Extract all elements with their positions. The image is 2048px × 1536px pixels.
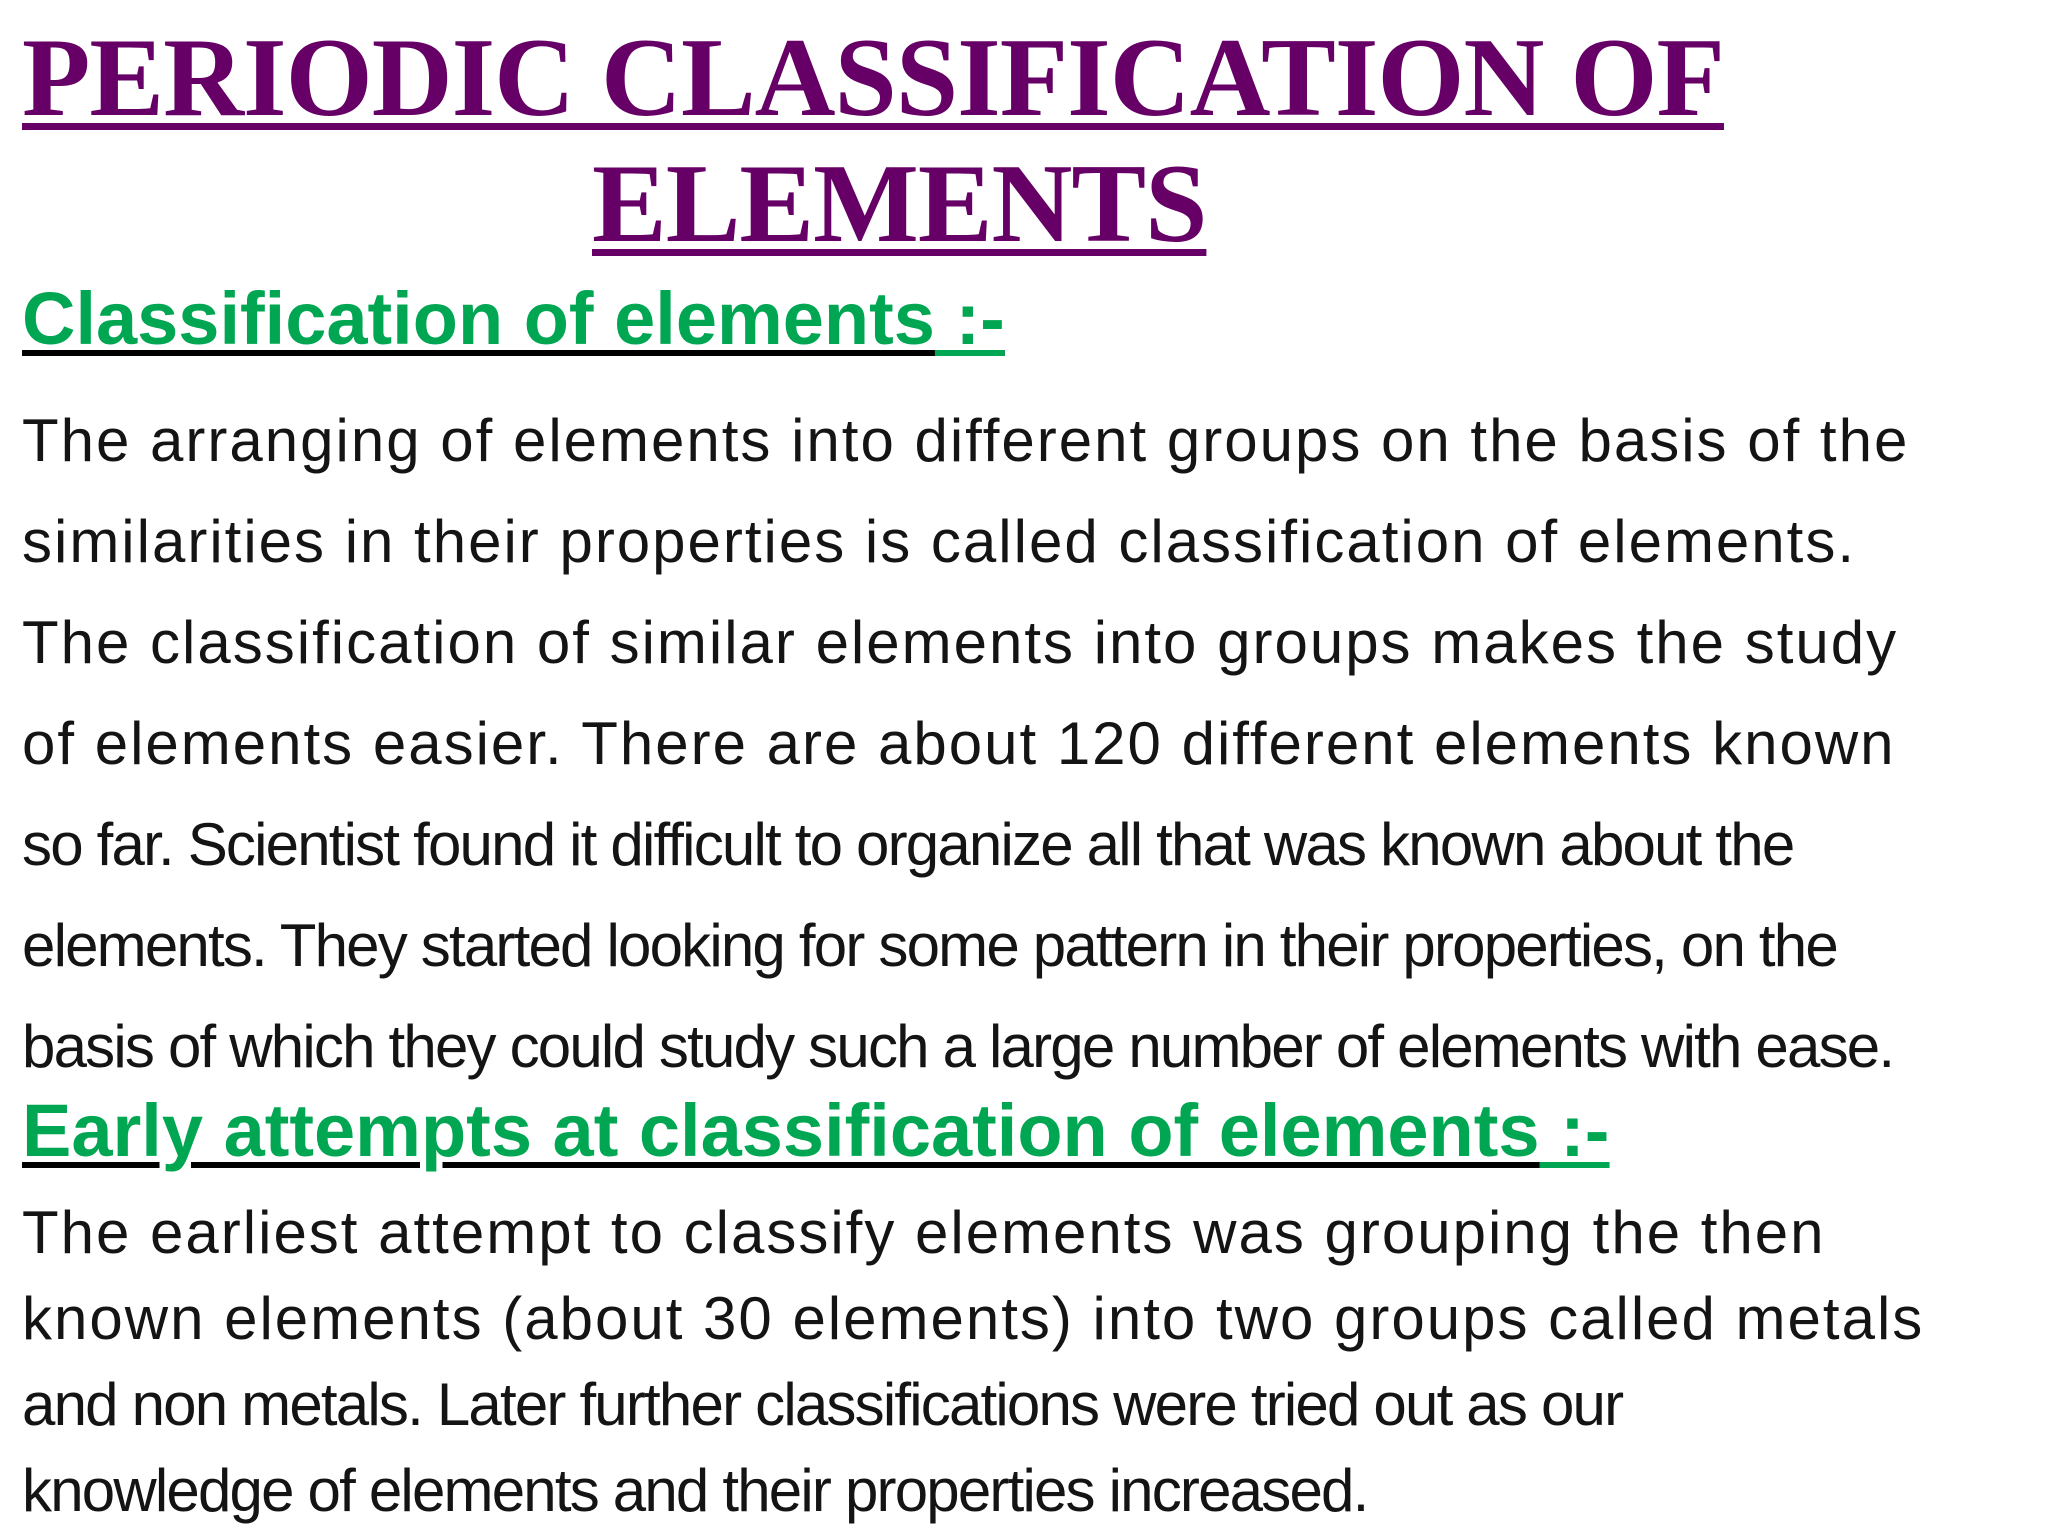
paragraph-classification [22,390,2032,1097]
paragraph-early-attempts [22,1190,2032,1534]
page-title-line-1: PERIODIC CLASSIFICATION OF [22,16,1724,140]
paragraph-line: elements. They started looking for some pattern in their properties, on the [22,912,1837,979]
paragraph-line: known elements (about 30 elements) into two groups called metals [22,1285,1925,1352]
paragraph-line: and non metals. Later further classifications were tried out as our [22,1371,1623,1438]
section-heading-text: Classification of elements [22,277,935,360]
paragraph-line: The arranging of elements into different groups on the basis of the [22,407,1910,474]
section-heading-text: Early attempts at classification of elements [22,1089,1540,1172]
section-heading-suffix: :- [934,277,1005,360]
paragraph-line: knowledge of elements and their properties increased. [22,1457,1368,1524]
paragraph-line: of elements easier. There are about 120 different elements known [22,710,1896,777]
paragraph-line: basis of which they could study such a large number of elements with ease. [22,1013,1894,1080]
section-heading-suffix: :- [1539,1089,1610,1172]
section-heading-early-attempts [22,1089,1610,1172]
paragraph-line: so far. Scientist found it difficult to organize all that was known about the [22,811,1794,878]
paragraph-line: similarities in their properties is called classification of elements. [22,508,1857,575]
paragraph-line: The earliest attempt to classify elements was grouping the then [22,1199,1826,1266]
paragraph-line: The classification of similar elements into groups makes the study [22,609,1899,676]
page-title-line-2: ELEMENTS [592,142,1207,266]
section-heading-classification [22,277,1005,360]
